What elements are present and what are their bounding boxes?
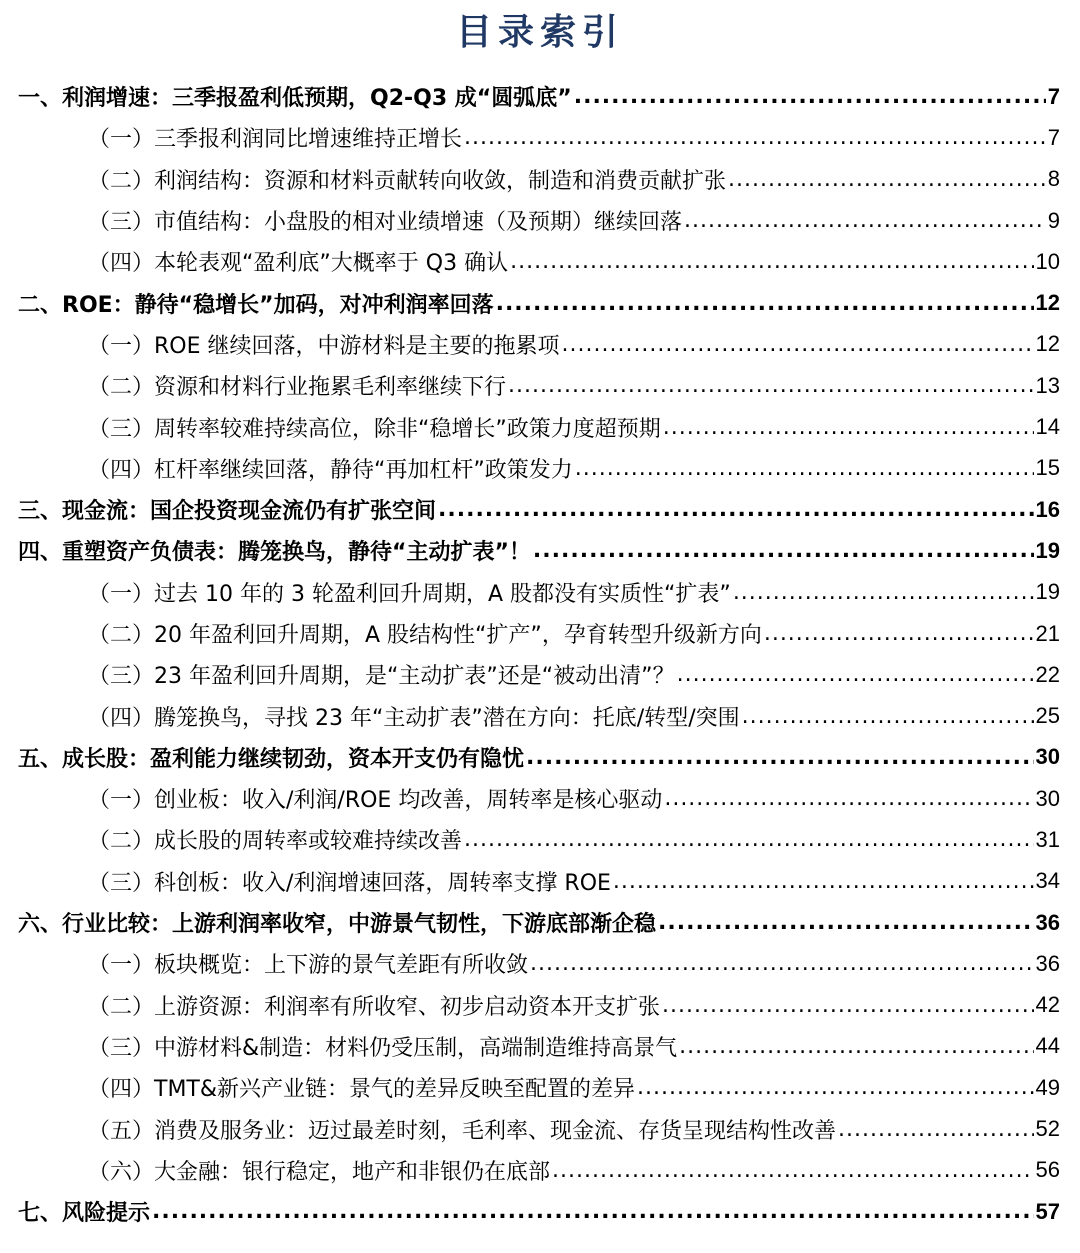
dot-leader xyxy=(637,1075,1034,1100)
toc-page-number: 42 xyxy=(1035,992,1060,1018)
toc-page-number: 9 xyxy=(1047,207,1060,233)
toc-page-number: 30 xyxy=(1035,744,1060,770)
toc-section-entry[interactable] xyxy=(0,613,1080,654)
dot-leader xyxy=(552,1158,1034,1183)
dot-leader xyxy=(679,1034,1033,1059)
toc-section-entry[interactable] xyxy=(0,778,1080,819)
toc-entry-title: （二）上游资源：利润率有所收窄、初步启动资本开支扩张 xyxy=(88,994,661,1020)
toc-chapter-entry[interactable] xyxy=(0,489,1080,530)
dot-leader xyxy=(562,332,1034,357)
toc-section-entry[interactable] xyxy=(0,448,1080,489)
toc-section-entry[interactable] xyxy=(0,200,1080,241)
toc-section-entry[interactable] xyxy=(0,819,1080,860)
toc-section-entry[interactable] xyxy=(0,117,1080,158)
toc-chapter-entry[interactable] xyxy=(0,1191,1080,1232)
dot-leader xyxy=(530,951,1034,976)
toc-entry-title: （二）成长股的周转率或较难持续改善 xyxy=(88,829,463,855)
dot-leader xyxy=(574,84,1046,109)
toc-section-entry[interactable] xyxy=(0,572,1080,613)
toc-entry-title: （三）周转率较难持续高位，除非“稳增长”政策力度超预期 xyxy=(88,416,661,442)
toc-section-entry[interactable] xyxy=(0,1026,1080,1067)
toc-entry-title: 五、成长股：盈利能力继续韧劲，资本开支仍有隐忧 xyxy=(18,746,525,772)
toc-entry-title: （四）腾笼换鸟，寻找 23 年“主动扩表”潜在方向：托底/转型/突围 xyxy=(88,705,740,731)
toc-chapter-entry[interactable] xyxy=(0,76,1080,117)
toc-section-entry[interactable] xyxy=(0,695,1080,736)
toc-section-entry[interactable] xyxy=(0,1150,1080,1191)
toc-entry-title: （二）20 年盈利回升周期，A 股结构性“扩产”，孕育转型升级新方向 xyxy=(88,623,762,648)
toc-page-number: 22 xyxy=(1035,661,1060,687)
toc-entry-title: 六、行业比较：上游利润率收窄，中游景气韧性，下游底部渐企稳 xyxy=(18,912,657,938)
toc-entry-title: （四）杠杆率继续回落，静待“再加杠杆”政策发力 xyxy=(88,457,573,483)
dot-leader xyxy=(508,373,1034,398)
toc-page-number: 7 xyxy=(1047,124,1060,150)
dot-leader xyxy=(663,415,1034,440)
table-of-contents xyxy=(0,76,1080,1232)
toc-page-number: 14 xyxy=(1035,414,1060,440)
dot-leader xyxy=(464,827,1034,852)
toc-chapter-entry[interactable] xyxy=(0,737,1080,778)
toc-page-number: 49 xyxy=(1035,1074,1060,1100)
toc-entry-title: （一）创业板：收入/利润/ROE 均改善，周转率是核心驱动 xyxy=(88,788,663,814)
toc-entry-title: （三）中游材料&制造：材料仍受压制，高端制造维持高景气 xyxy=(88,1035,678,1061)
toc-entry-title: 一、利润增速：三季报盈利低预期，Q2-Q3 成“圆弧底” xyxy=(18,86,572,112)
toc-page-number: 44 xyxy=(1035,1033,1060,1059)
toc-entry-title: （五）消费及服务业：迈过最差时刻，毛利率、现金流、存货呈现结构性改善 xyxy=(88,1118,837,1144)
toc-page-number: 10 xyxy=(1035,248,1060,274)
dot-leader xyxy=(733,580,1034,605)
toc-section-entry[interactable] xyxy=(0,985,1080,1026)
toc-section-entry[interactable] xyxy=(0,406,1080,447)
toc-page-number: 57 xyxy=(1035,1198,1060,1224)
toc-entry-title: 二、ROE：静待“稳增长”加码，对冲利润率回落 xyxy=(18,292,494,318)
toc-entry-title: （六）大金融：银行稳定，地产和非银仍在底部 xyxy=(88,1159,551,1185)
toc-page-number: 36 xyxy=(1035,950,1060,976)
toc-entry-title: （一）板块概览：上下游的景气差距有所收敛 xyxy=(88,953,529,979)
dot-leader xyxy=(152,1199,1034,1224)
toc-section-entry[interactable] xyxy=(0,1067,1080,1108)
toc-page-number: 19 xyxy=(1035,579,1060,605)
dot-leader xyxy=(613,869,1034,894)
toc-page-number: 16 xyxy=(1035,496,1060,522)
dot-leader xyxy=(838,1117,1034,1142)
toc-section-entry[interactable] xyxy=(0,943,1080,984)
dot-leader xyxy=(533,538,1034,563)
toc-page-number: 19 xyxy=(1035,537,1060,563)
toc-section-entry[interactable] xyxy=(0,324,1080,365)
dot-leader xyxy=(496,291,1034,316)
toc-page-number: 21 xyxy=(1035,620,1060,646)
dot-leader xyxy=(677,662,1034,687)
dot-leader xyxy=(658,910,1034,935)
toc-page-number: 12 xyxy=(1035,331,1060,357)
toc-entry-title: （四）TMT&新兴产业链：景气的差异反映至配置的差异 xyxy=(88,1077,636,1103)
dot-leader xyxy=(662,993,1034,1018)
toc-page-number: 13 xyxy=(1035,372,1060,398)
toc-entry-title: （一）过去 10 年的 3 轮盈利回升周期，A 股都没有实质性“扩表” xyxy=(88,581,731,607)
toc-entry-title: 四、重塑资产负债表：腾笼换鸟，静待“主动扩表”！ xyxy=(18,540,531,566)
toc-chapter-entry[interactable] xyxy=(0,282,1080,323)
dot-leader xyxy=(664,786,1033,811)
toc-entry-title: （三）市值结构：小盘股的相对业绩增速（及预期）继续回落 xyxy=(88,210,683,236)
toc-entry-title: （二）利润结构：资源和材料贡献转向收敛，制造和消费贡献扩张 xyxy=(88,168,727,194)
toc-section-entry[interactable] xyxy=(0,654,1080,695)
dot-leader xyxy=(742,704,1034,729)
toc-page-number: 7 xyxy=(1047,83,1060,109)
page-title: 目录索引 xyxy=(455,11,624,53)
toc-page-number: 36 xyxy=(1035,909,1060,935)
dot-leader xyxy=(728,167,1046,192)
toc-entry-title: 三、现金流：国企投资现金流仍有扩张空间 xyxy=(18,499,437,525)
toc-entry-title: （三）科创板：收入/利润增速回落，周转率支撑 ROE xyxy=(88,870,611,896)
toc-page-number: 12 xyxy=(1035,290,1060,316)
toc-section-entry[interactable] xyxy=(0,365,1080,406)
toc-page-number: 56 xyxy=(1035,1157,1060,1183)
toc-section-entry[interactable] xyxy=(0,861,1080,902)
toc-chapter-entry[interactable] xyxy=(0,530,1080,571)
dot-leader xyxy=(438,497,1034,522)
dot-leader xyxy=(464,125,1046,150)
toc-page-number: 8 xyxy=(1047,166,1060,192)
toc-chapter-entry[interactable] xyxy=(0,902,1080,943)
toc-section-entry[interactable] xyxy=(0,1108,1080,1149)
dot-leader xyxy=(764,621,1034,646)
dot-leader xyxy=(526,745,1034,770)
toc-page-number: 52 xyxy=(1035,1116,1060,1142)
dot-leader xyxy=(510,249,1033,274)
toc-entry-title: （一）ROE 继续回落，中游材料是主要的拖累项 xyxy=(88,333,560,359)
toc-entry-title: （二）资源和材料行业拖累毛利率继续下行 xyxy=(88,375,507,401)
toc-entry-title: （一）三季报利润同比增速维持正增长 xyxy=(88,127,463,153)
toc-entry-title: 七、风险提示 xyxy=(18,1201,151,1227)
toc-section-entry[interactable] xyxy=(0,241,1080,282)
toc-page-number: 34 xyxy=(1035,868,1060,894)
dot-leader xyxy=(575,456,1034,481)
toc-page-number: 31 xyxy=(1035,826,1060,852)
toc-entry-title: （四）本轮表观“盈利底”大概率于 Q3 确认 xyxy=(88,251,509,277)
toc-entry-title: （三）23 年盈利回升周期，是“主动扩表”还是“被动出清”？ xyxy=(88,664,675,690)
toc-page-number: 15 xyxy=(1035,455,1060,481)
toc-page-number: 25 xyxy=(1035,703,1060,729)
toc-page-number: 30 xyxy=(1035,785,1060,811)
dot-leader xyxy=(684,208,1046,233)
toc-section-entry[interactable] xyxy=(0,159,1080,200)
